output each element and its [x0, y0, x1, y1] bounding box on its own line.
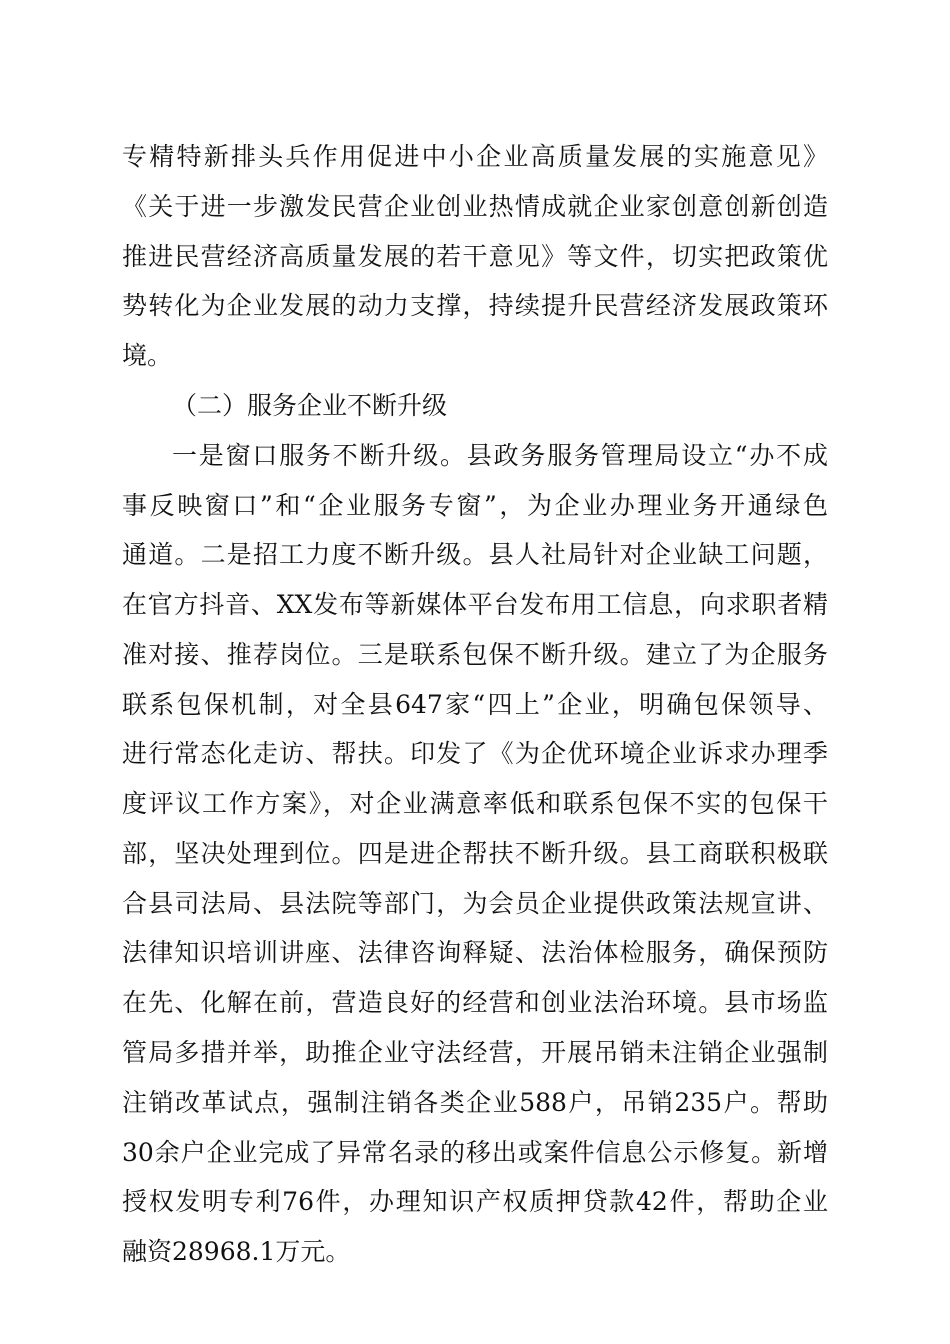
- text-line: 《关于进一步激发民营企业创业热情成就企业家创意创新创造: [122, 192, 828, 221]
- text-line: 合县司法局、县法院等部门，为会员企业提供政策法规宣讲、: [122, 889, 828, 918]
- text-line: 管局多措并举，助推企业守法经营，开展吊销未注销企业强制: [122, 1038, 828, 1067]
- text-line: 境。: [122, 341, 173, 370]
- text-line: 准对接、推荐岗位。三是联系包保不断升级。建立了为企服务: [122, 640, 828, 669]
- section-heading: （二）服务企业不断升级: [172, 391, 448, 420]
- text-line: 30余户企业完成了异常名录的移出或案件信息公示修复。新增: [122, 1138, 828, 1167]
- text-line: 进行常态化走访、帮扶。印发了《为企优环境企业诉求办理季: [122, 739, 828, 768]
- text-line: 推进民营经济高质量发展的若干意见》等文件，切实把政策优: [122, 242, 828, 271]
- text-line: 事反映窗口”和“企业服务专窗”，为企业办理业务开通绿色: [122, 491, 828, 520]
- text-line: 度评议工作方案》，对企业满意率低和联系包保不实的包保干: [122, 789, 828, 818]
- text-line: 一是窗口服务不断升级。县政务服务管理局设立“办不成: [172, 441, 828, 470]
- text-line: 专精特新排头兵作用促进中小企业高质量发展的实施意见》: [122, 142, 828, 171]
- text-line: 融资28968.1万元。: [122, 1237, 351, 1266]
- text-line: 通道。二是招工力度不断升级。县人社局针对企业缺工问题，: [122, 540, 828, 569]
- text-line: 部，坚决处理到位。四是进企帮扶不断升级。县工商联积极联: [122, 839, 828, 868]
- text-line: 在先、化解在前，营造良好的经营和创业法治环境。县市场监: [122, 988, 828, 1017]
- text-line: 法律知识培训讲座、法律咨询释疑、法治体检服务，确保预防: [122, 938, 828, 967]
- text-line: 联系包保机制，对全县647家“四上”企业，明确包保领导、: [122, 690, 828, 719]
- text-line: 在官方抖音、XX发布等新媒体平台发布用工信息，向求职者精: [122, 590, 828, 619]
- text-line: 授权发明专利76件，办理知识产权质押贷款42件，帮助企业: [122, 1187, 828, 1216]
- text-line: 注销改革试点，强制注销各类企业588户，吊销235户。帮助: [122, 1088, 828, 1117]
- text-line: 势转化为企业发展的动力支撑，持续提升民营经济发展政策环: [122, 291, 828, 320]
